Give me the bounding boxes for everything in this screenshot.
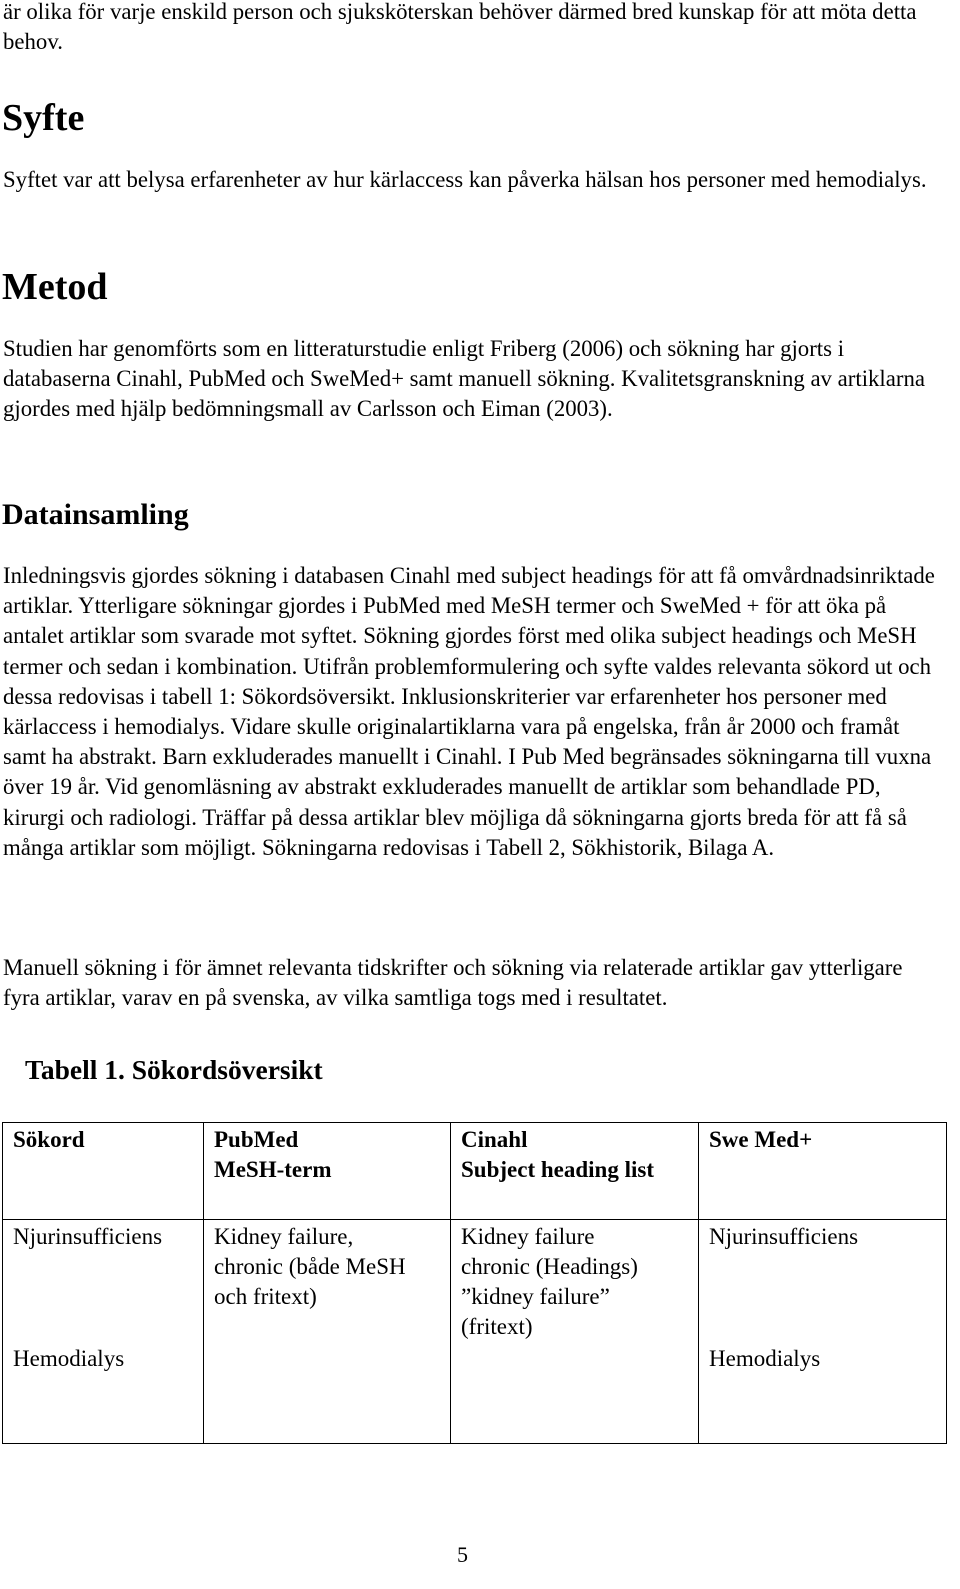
- table-row: [3, 1342, 947, 1444]
- cell-line: Njurinsufficiens: [709, 1224, 859, 1249]
- cell-line: PubMed: [214, 1127, 299, 1152]
- table-cell: [451, 1220, 699, 1343]
- table-cell: [451, 1342, 699, 1444]
- table-header-row: [3, 1123, 947, 1220]
- page-number: 5: [457, 1542, 468, 1567]
- search-terms-table: [2, 1122, 947, 1444]
- datainsamling-paragraph-2: Manuell sökning i för ämnet relevanta tidskrifter och sökning via relaterade artiklar gav ytterligare fyra artiklar, varav en på svenska, av vilka samtliga togs med i resultatet.: [3, 955, 903, 1011]
- table-row: [3, 1220, 947, 1343]
- header-cell-sokord: [3, 1123, 204, 1220]
- cell-line: Hemodialys: [709, 1346, 821, 1371]
- cell-line: Njurinsufficiens: [13, 1224, 163, 1249]
- cell-line: (fritext): [461, 1314, 533, 1339]
- cell-line: Hemodialys: [13, 1346, 125, 1371]
- syfte-paragraph: Syftet var att belysa erfarenheter av hur kärlaccess kan påverka hälsan hos personer med hemodialys.: [3, 167, 927, 192]
- cell-line: och fritext): [214, 1284, 317, 1309]
- table-cell: [3, 1220, 204, 1343]
- heading-datainsamling: Datainsamling: [2, 498, 189, 531]
- cell-line: MeSH-term: [214, 1157, 332, 1182]
- cell-line: chronic (Headings): [461, 1254, 638, 1279]
- header-cell-swemed: [699, 1123, 947, 1220]
- cell-line: Subject heading list: [461, 1157, 654, 1182]
- table-title: Tabell 1. Sökordsöversikt: [25, 1054, 323, 1085]
- heading-metod: Metod: [2, 266, 108, 308]
- cell-line: chronic (både MeSH: [214, 1254, 406, 1279]
- table-cell: [204, 1220, 451, 1343]
- intro-paragraph: är olika för varje enskild person och sjuksköterskan behöver därmed bred kunskap för att möta detta behov.: [3, 0, 917, 55]
- cell-line: Cinahl: [461, 1127, 528, 1152]
- metod-paragraph: Studien har genomförts som en litteraturstudie enligt Friberg (2006) och sökning har gjorts i databaserna Cinahl, PubMed och SweMed+ samt manuell sökning. Kvalitetsgranskning av artiklarna gjordes med hjälp bedömningsmall av Carlsson och Eiman (2003).: [3, 336, 925, 422]
- cell-line: ”kidney failure”: [461, 1284, 610, 1309]
- table-cell: [699, 1342, 947, 1444]
- table-cell: [204, 1342, 451, 1444]
- header-cell-cinahl: [451, 1123, 699, 1220]
- table-cell: [3, 1342, 204, 1444]
- cell-line: Sökord: [13, 1127, 85, 1152]
- cell-line: Kidney failure: [461, 1224, 595, 1249]
- cell-line: Kidney failure,: [214, 1224, 354, 1249]
- datainsamling-paragraph-1: Inledningsvis gjordes sökning i databasen Cinahl med subject headings för att få omvårdnadsinriktade artiklar. Ytterligare sökningar gjordes i PubMed med MeSH termer och SweMed + för att öka på antalet artiklar som svarade mot syftet. Sökning gjordes först med olika subject headings och MeSH termer och sedan i kombination. Utifrån problemformulering och syfte valdes relevanta sökord ut och dessa redovisas i tabell 1: Sökordsöversikt. Inklusionskriterier var erfarenheter hos personer med kärlaccess i hemodialys. Vidare skulle originalartiklarna vara på engelska, från år 2000 och framåt samt ha abstrakt. Barn exkluderades manuellt i Cinahl. I Pub Med begränsades sökningarna till vuxna över 19 år. Vid genomläsning av abstrakt exkluderades manuellt de artiklar som behandlade PD, kirurgi och radiologi. Träffar på dessa artiklar blev möjliga då sökningarna gjorts breda för att få så många artiklar som möjligt. Sökningarna redovisas i Tabell 2, Sökhistorik, Bilaga A.: [3, 563, 935, 860]
- heading-syfte: Syfte: [2, 97, 85, 139]
- table-cell: [699, 1220, 947, 1343]
- cell-line: Swe Med+: [709, 1127, 813, 1152]
- header-cell-pubmed: [204, 1123, 451, 1220]
